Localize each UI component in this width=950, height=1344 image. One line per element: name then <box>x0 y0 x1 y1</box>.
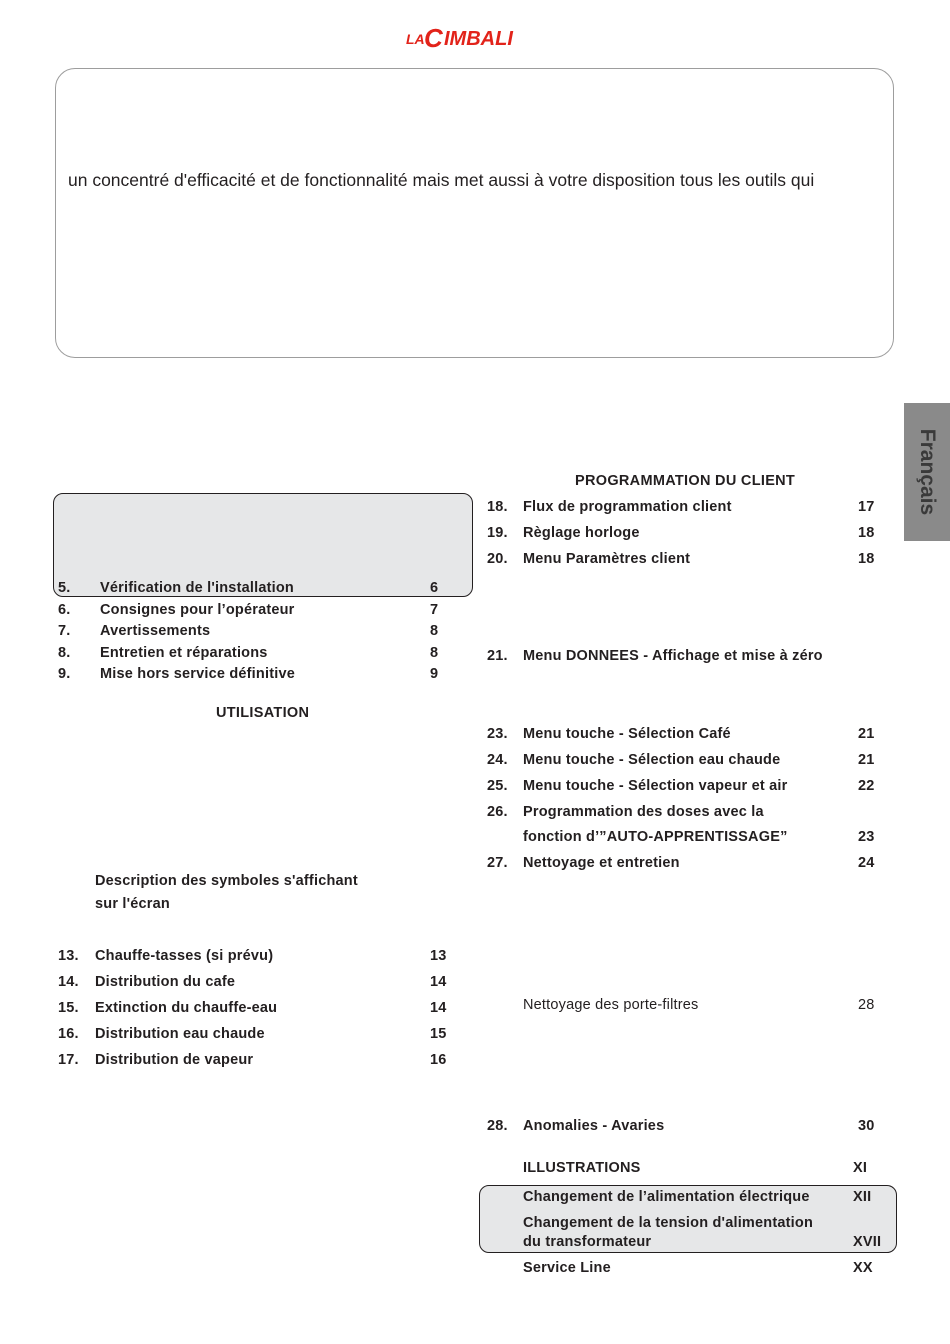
intro-frame <box>55 68 894 358</box>
programmation-heading: PROGRAMMATION DU CLIENT <box>575 473 796 489</box>
intro-text: un concentré d'efficacité et de fonctionnalité mais met aussi à votre disposition tous les outils qui <box>68 170 815 190</box>
svg-text:C: C <box>424 23 443 53</box>
utilisation-heading: UTILISATION <box>216 705 310 721</box>
symbols-description-line2: sur l'écran <box>95 896 170 912</box>
svg-text:LA: LA <box>406 31 425 47</box>
lacimbali-logo <box>404 20 546 54</box>
svg-text:IMBALI: IMBALI <box>444 28 513 50</box>
language-tab-label: Français <box>916 428 939 516</box>
language-tab <box>904 403 950 541</box>
symbols-description-line1: Description des symboles s'affichant <box>95 873 358 889</box>
